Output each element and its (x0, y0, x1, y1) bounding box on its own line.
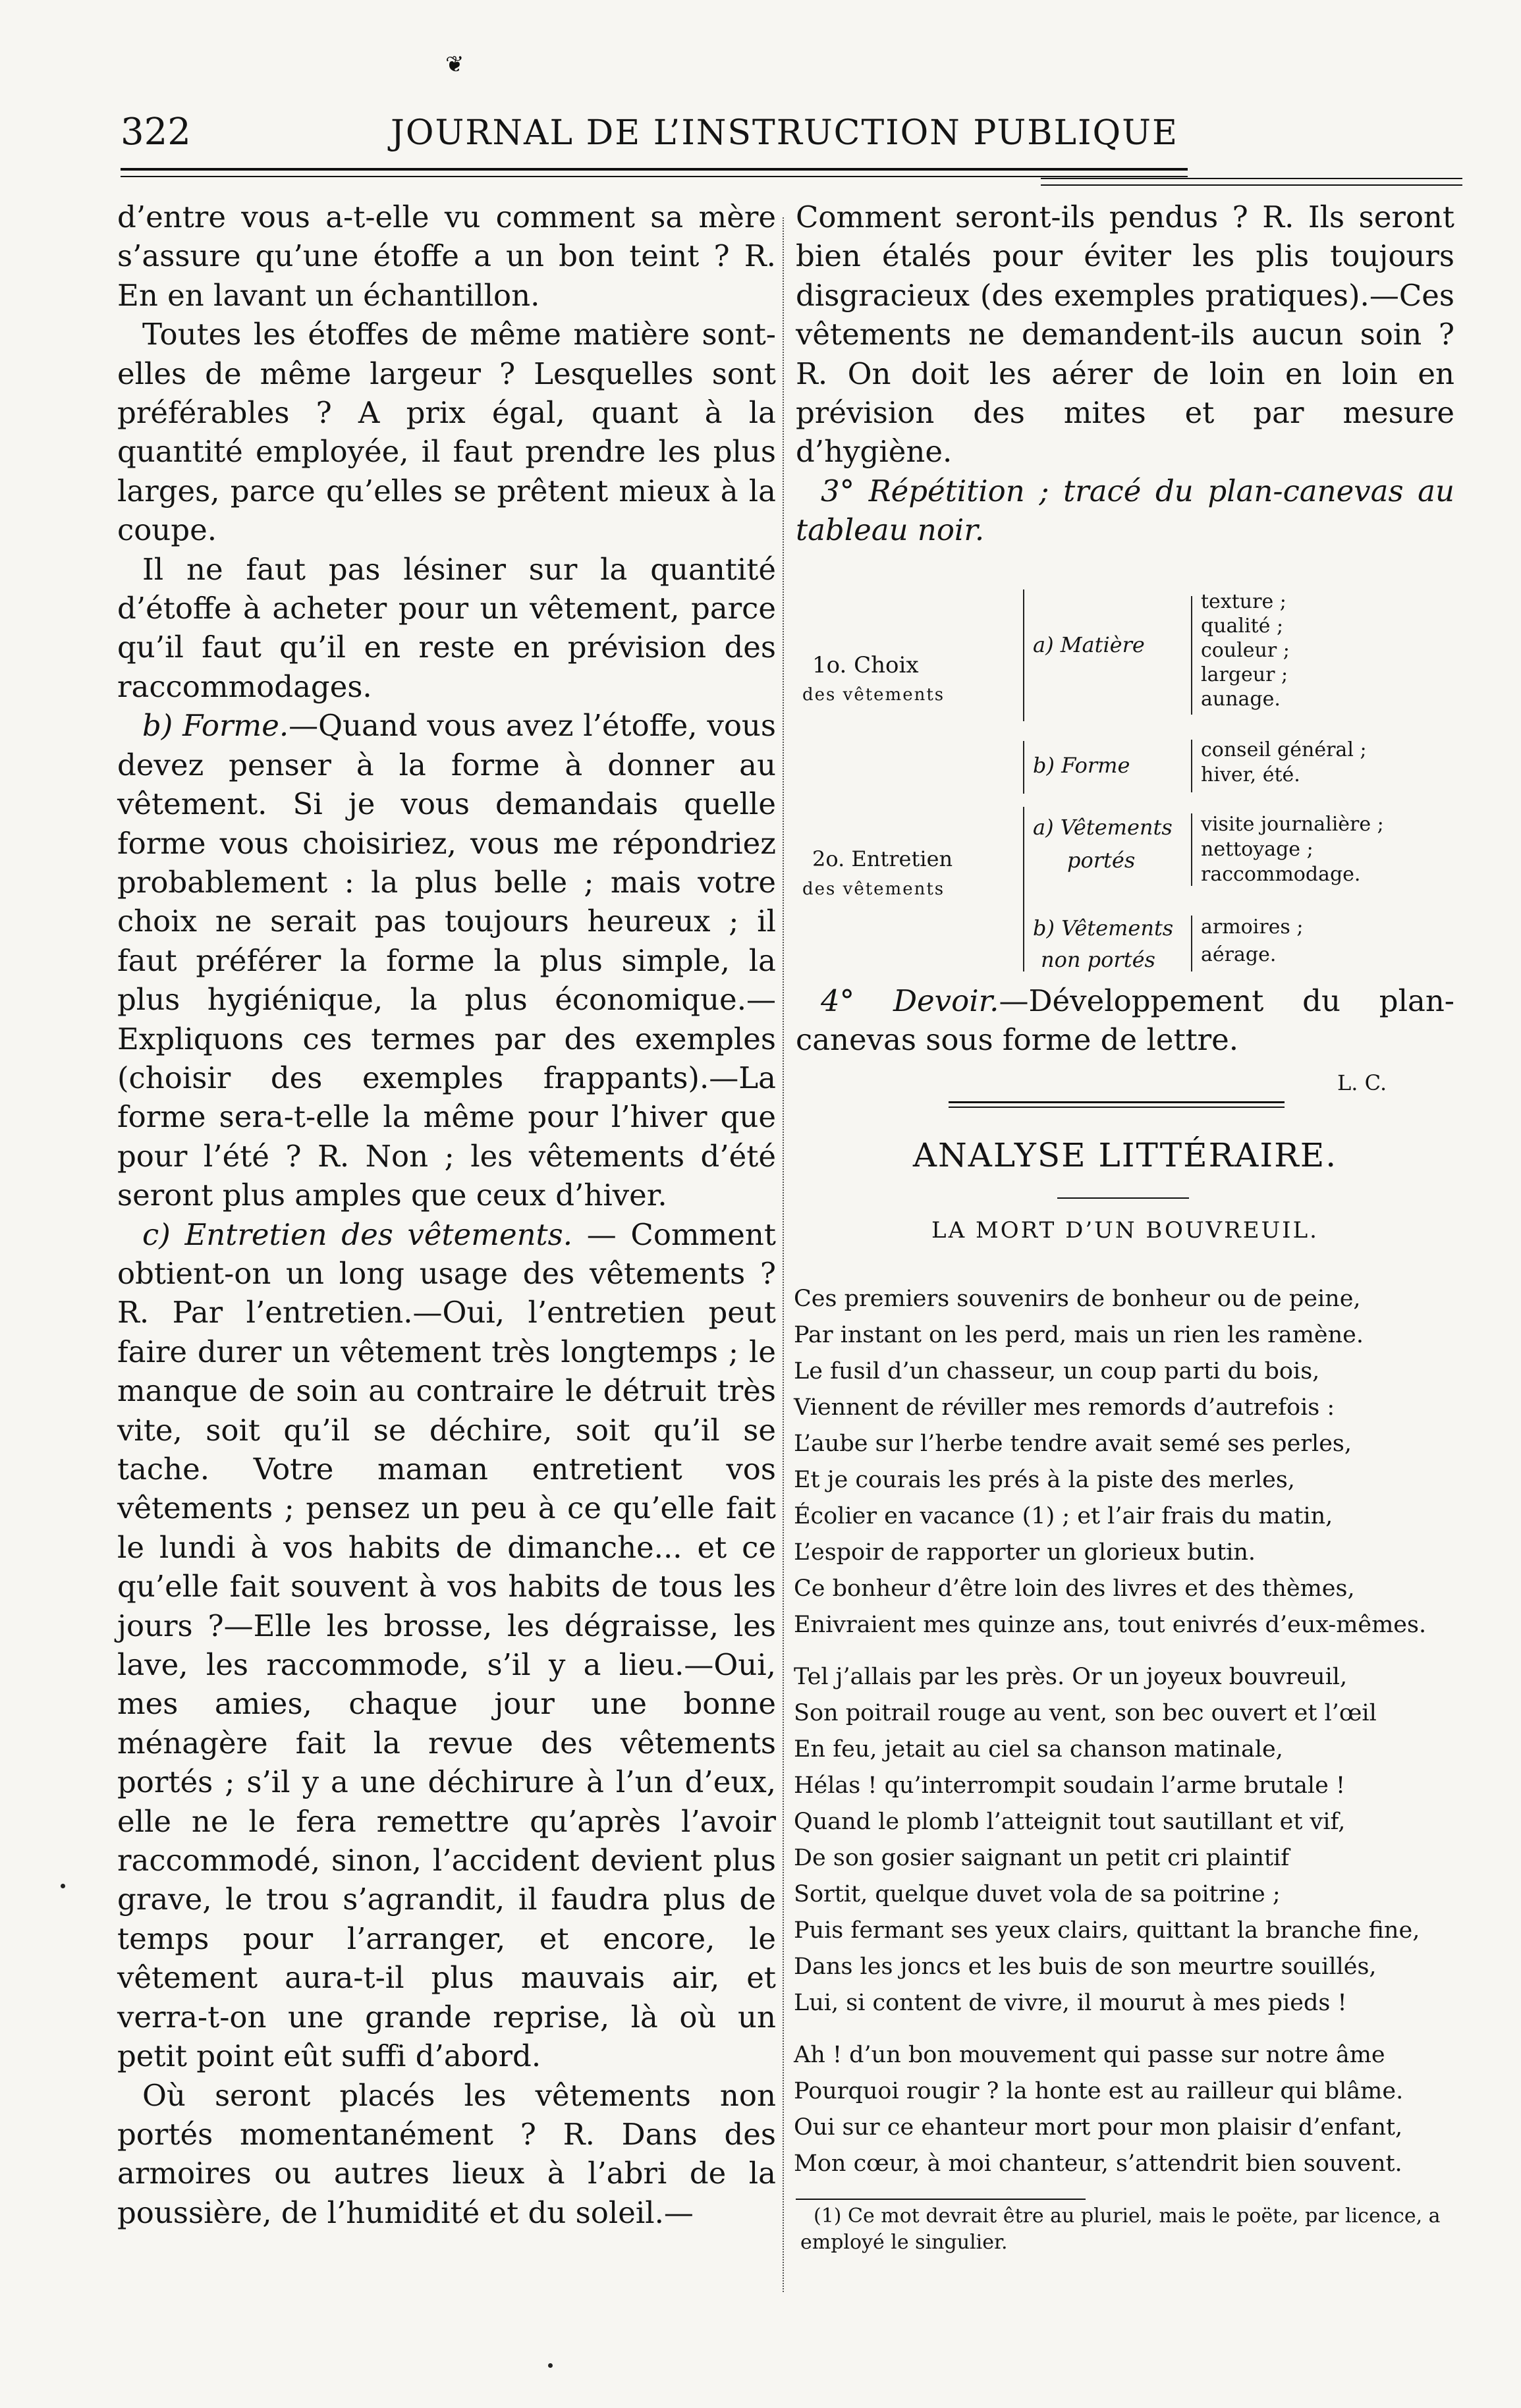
poem-line: Ah ! d’un bon mouvement qui passe sur notre âme (794, 2042, 1385, 2068)
poem-line: Hélas ! qu’interrompit soudain l’arme brutale ! (794, 1772, 1346, 1799)
plan-portes-2: portés (1067, 848, 1136, 873)
devoir-block (796, 981, 1454, 1060)
left-paragraph-4 (117, 706, 776, 1215)
poem-line: Dans les joncs et les buis de son meurtre souillés, (794, 1954, 1377, 1980)
plan-matiere: a) Matière (1033, 632, 1145, 657)
poem-stanza (794, 2037, 1459, 2182)
left-paragraph-5 (117, 1215, 776, 2076)
header-ornament: ❦ (445, 51, 464, 78)
devoir-text: —Développement du plan-canevas sous forme de lettre. (796, 983, 1454, 1058)
plan-portes-item: visite journalière ; (1201, 813, 1384, 836)
entretien-label: c) Entretien des vêtements. (142, 1217, 573, 1252)
plan-nonportes-list (1201, 914, 1303, 969)
poem-line: Son poitrail rouge au vent, son bec ouvert et l’œil (794, 1700, 1377, 1726)
left-column (117, 198, 776, 2232)
plan-nonportes-2: non portés (1041, 947, 1155, 972)
plan-entretien-sublabel: des vêtements (802, 879, 945, 899)
plan-forme-item: conseil général ; (1201, 738, 1367, 761)
plan-forme-list (1201, 738, 1367, 788)
devoir-paragraph (796, 981, 1454, 1060)
plan-matiere-item: largeur ; (1201, 663, 1288, 686)
poem-line: Lui, si content de vivre, il mourut à mes pieds ! (794, 1990, 1347, 2016)
plan-brace-matiere (1191, 596, 1192, 715)
poem-line: Viennent de réviller mes remords d’autrefois : (794, 1394, 1335, 1421)
poem-line: Ces premiers souvenirs de bonheur ou de peine, (794, 1286, 1361, 1312)
poem-line: Sortit, quelque duvet vola de sa poitrine ; (794, 1881, 1281, 1907)
margin-dot (61, 1884, 65, 1888)
plan-forme: b) Forme (1033, 753, 1130, 778)
poem-line: Tel j’allais par les près. Or un joyeux bouvreuil, (794, 1664, 1348, 1690)
plan-portes-1: a) Vêtements (1033, 815, 1173, 840)
plan-portes-item: nettoyage ; (1201, 838, 1314, 861)
poem-line: Pourquoi rougir ? la honte est au railleur qui blâme. (794, 2078, 1404, 2104)
page-header (121, 105, 1188, 158)
poem-line: En feu, jetait au ciel sa chanson matinale, (794, 1736, 1283, 1763)
plan-brace-nonportes (1191, 916, 1192, 971)
plan-portes-item: raccommodage. (1201, 863, 1361, 886)
devoir-label: 4° Devoir. (821, 983, 999, 1018)
running-title: JOURNAL DE L’INSTRUCTION PUBLIQUE (391, 113, 1178, 153)
plan-entretien-label: 2o. Entretien (812, 846, 953, 871)
poem-line: Et je courais les prés à la piste des merles, (794, 1467, 1295, 1493)
header-rule (121, 168, 1188, 177)
poem-line: Écolier en vacance (1) ; et l’air frais du matin, (794, 1503, 1333, 1529)
left-paragraph-3: Il ne faut pas lésiner sur la quantité d’étoffe à acheter pour un vêtement, parce qu’il faut qu’il en reste en prévision des raccommodages. (117, 551, 776, 704)
entretien-text: — Comment obtient-on un long usage des vêtements ? R. Par l’entretien.—Oui, l’entretien peut faire durer un vêtement très longtemps ; le manque de soin au contraire le détruit très vite, soit qu’il se déchire, soit qu’il se tache. Votre maman entretient vos vêtements ; pensez un peu à ce qu’elle fait le lundi à vos habits de dimanche... et ce qu’elle fait souvent à vos habits de tous les jours ?—Elle les brosse, les dégraisse, les lave, les raccommode, s’il y a lieu.—Oui, mes amies, chaque jour une bonne ménagère fait la revue des vêtements portés ; s’il y a une déchirure à l’un d’eux, elle ne le fera remettre qu’après l’avoir raccommodé, sinon, l’accident devient plus grave, le trou s’agrandit, il faudra plus de temps pour l’arranger, et encore, le vêtement aura-t-il plus mauvais air, et verra-t-on une grande reprise, là où un petit point eût suffi d’abord. (117, 1217, 776, 2074)
poem-line: L’aube sur l’herbe tendre avait semé ses perles, (794, 1431, 1352, 1457)
left-paragraph-1: d’entre vous a-t-elle vu comment sa mère s’assure qu’une étoffe a un bon teint ? R. En en lavant un échantillon. (117, 200, 776, 313)
plan-choix-sublabel: des vêtements (802, 685, 945, 705)
plan-matiere-item: couleur ; (1201, 639, 1290, 662)
page-number: 322 (121, 111, 191, 153)
column-separator (783, 217, 784, 2292)
left-paragraph-2: Toutes les étoffes de même matière sont-elles de même largeur ? Lesquelles sont préférables ? A prix égal, quant à la quantité employée, il faut prendre les plus larges, parce qu’elles se prêtent mieux à la coupe. (117, 317, 776, 548)
poem-line: De son gosier saignant un petit cri plaintif (794, 1845, 1290, 1871)
plan-matiere-item: texture ; (1201, 590, 1286, 613)
footnote-rule (796, 2199, 1086, 2200)
poem-line: Le fusil d’un chasseur, un coup parti du bois, (794, 1358, 1320, 1384)
repetition-text: 3° Répétition ; tracé du plan-canevas au tableau noir. (796, 473, 1454, 548)
plan-brace-forme (1191, 740, 1192, 792)
right-paragraph-1: Comment seront-ils pendus ? R. Ils seront bien étalés pour éviter les plis toujours disgracieux (des exemples pratiques).—Ces vêtements ne demandent-ils aucun soin ? R. On doit les aérer de loin en loin en prévision des mites et par mesure d’hygiène. (796, 200, 1454, 470)
repetition-heading (796, 472, 1454, 550)
bottom-dot (548, 2363, 553, 2368)
poem-line: Par instant on les perd, mais un rien les ramène. (794, 1322, 1364, 1348)
poem-line: Enivraient mes quinze ans, tout enivrés d’eux-mêmes. (794, 1612, 1427, 1638)
left-paragraph-6: Où seront placés les vêtements non portés momentanément ? R. Dans des armoires ou autres lieux à l’abri de la poussière, de l’humidité et du soleil.— (117, 2077, 776, 2230)
forme-label: b) Forme. (142, 708, 289, 744)
plan-canevas (796, 589, 1454, 978)
section-rule (949, 1101, 1285, 1108)
plan-bracket-choix-2 (1023, 741, 1024, 794)
poem-stanza (794, 1281, 1459, 1643)
poem-line: Oui sur ce ehanteur mort pour mon plaisir d’enfant, (794, 2114, 1403, 2141)
plan-brace-portes (1191, 813, 1192, 886)
plan-bracket-choix (1023, 589, 1024, 721)
plan-portes-list (1201, 812, 1384, 887)
plan-nonportes-1: b) Vêtements (1033, 916, 1174, 941)
signature: L. C. (1337, 1070, 1387, 1095)
plan-matiere-item: qualité ; (1201, 615, 1284, 638)
section-short-rule (1057, 1197, 1189, 1199)
poem-line: Puis fermant ses yeux clairs, quittant la branche fine, (794, 1917, 1420, 1944)
plan-nonportes-item: aérage. (1201, 943, 1277, 966)
plan-matiere-list (1201, 589, 1290, 711)
plan-bracket-entretien (1023, 807, 1024, 971)
plan-choix-label: 1o. Choix (812, 652, 919, 678)
poem-line: L’espoir de rapporter un glorieux butin. (794, 1539, 1256, 1566)
right-column (796, 198, 1454, 550)
header-rule-right (1041, 178, 1462, 186)
section-title: ANALYSE LITTÉRAIRE. (912, 1136, 1338, 1174)
plan-nonportes-item: armoires ; (1201, 916, 1304, 939)
plan-forme-item: hiver, été. (1201, 763, 1300, 786)
poem (794, 1281, 1459, 2198)
footnote: (1) Ce mot devrait être au pluriel, mais le poëte, par licence, a employé le singulier. (800, 2204, 1441, 2254)
poem-line: Quand le plomb l’atteignit tout sautillant et vif, (794, 1809, 1346, 1835)
poem-title: LA MORT D’UN BOUVREUIL. (931, 1217, 1319, 1244)
poem-stanza (794, 1659, 1459, 2021)
poem-line: Mon cœur, à moi chanteur, s’attendrit bien souvent. (794, 2150, 1402, 2177)
forme-text: —Quand vous avez l’étoffe, vous devez penser à la forme à donner au vêtement. Si je vous demandais quelle forme vous choisiriez, vous me répondriez probablement : la plus belle ; mais votre choix ne serait pas toujours heureux ; il faut préférer la forme la plus simple, la plus hygiénique, la plus économique.—Expliquons ces termes par des exemples (choisir des exemples frappants).—La forme sera-t-elle la même pour l’hiver que pour l’été ? R. Non ; les vêtements d’été seront plus amples que ceux d’hiver. (117, 708, 777, 1213)
plan-matiere-item: aunage. (1201, 688, 1281, 711)
poem-line: Ce bonheur d’être loin des livres et des thèmes, (794, 1575, 1355, 1602)
